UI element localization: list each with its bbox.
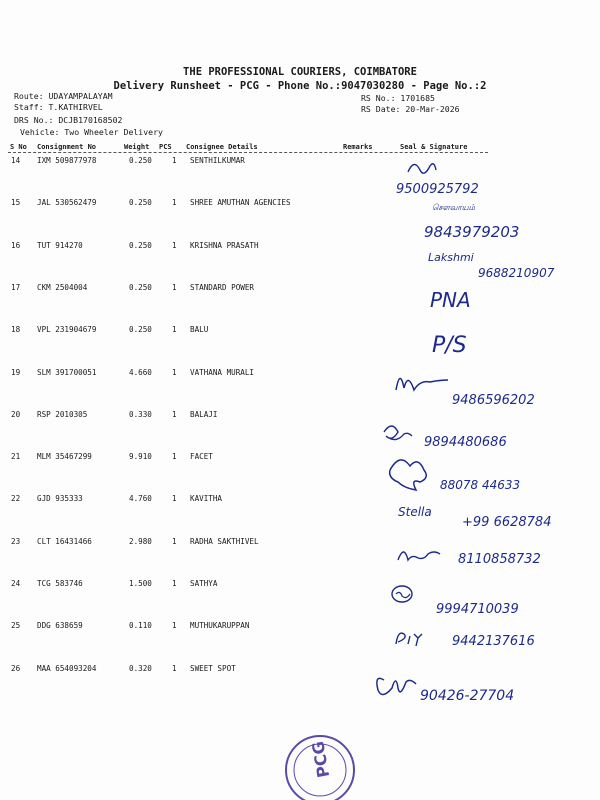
row-sno: 16 <box>11 241 21 250</box>
row-consignee: SENTHILKUMAR <box>190 156 245 165</box>
handwritten-phone: 9442137616 <box>452 634 535 649</box>
row-consignment-no: CLT 16431466 <box>37 537 92 546</box>
handwritten-phone: 9688210907 <box>478 266 555 280</box>
handwritten-phone: +99 6628784 <box>462 515 552 530</box>
col-consignment: Consignment No <box>37 143 97 151</box>
row-consignment-no: IXM 509877978 <box>37 156 97 165</box>
signature-scribble <box>390 460 427 490</box>
row-weight: 0.250 <box>129 325 152 334</box>
office-stamp <box>286 736 354 800</box>
row-consignment-no: MAA 654093204 <box>37 664 97 673</box>
row-sno: 15 <box>11 198 21 207</box>
row-pcs: 1 <box>172 410 177 419</box>
row-pcs: 1 <box>172 452 177 461</box>
signature-scribble <box>396 633 422 646</box>
row-consignee: BALU <box>190 325 209 334</box>
signature-scribble <box>398 552 440 560</box>
col-consignee: Consignee Details <box>186 143 258 151</box>
row-consignee: RADHA SAKTHIVEL <box>190 537 259 546</box>
row-consignment-no: TCG 583746 <box>37 579 83 588</box>
row-weight: 0.250 <box>129 283 152 292</box>
row-sno: 25 <box>11 621 21 630</box>
row-weight: 2.980 <box>129 537 152 546</box>
row-consignment-no: TUT 914270 <box>37 241 83 250</box>
signature-scribble <box>377 678 416 694</box>
row-weight: 0.250 <box>129 198 152 207</box>
row-pcs: 1 <box>172 156 177 165</box>
row-pcs: 1 <box>172 325 177 334</box>
handwritten-phone: 9486596202 <box>452 393 535 408</box>
row-consignee: SWEET SPOT <box>190 664 236 673</box>
handwritten-phone: 8110858732 <box>458 552 541 567</box>
row-consignment-no: MLM 35467299 <box>37 452 92 461</box>
row-sno: 20 <box>11 410 21 419</box>
row-consignee: KAVITHA <box>190 494 223 503</box>
row-consignee: STANDARD POWER <box>190 283 255 292</box>
handwritten-phone: 90426-27704 <box>420 688 515 704</box>
row-pcs: 1 <box>172 621 177 630</box>
row-consignment-no: DDG 638659 <box>37 621 83 630</box>
rs-number: RS No.: 1701685 <box>361 93 435 103</box>
handwritten-phone: 9500925792 <box>396 182 479 197</box>
row-pcs: 1 <box>172 368 177 377</box>
row-pcs: 1 <box>172 494 177 503</box>
row-consignee: SATHYA <box>190 579 218 588</box>
svg-text:PCG: PCG <box>308 739 334 780</box>
handwritten-phone: 88078 44633 <box>440 478 521 492</box>
route-label: Route: UDAYAMPALAYAM <box>14 91 113 101</box>
handwritten-remark: P/S <box>432 333 467 358</box>
col-pcs: PCS <box>159 143 172 151</box>
row-sno: 14 <box>11 156 21 165</box>
row-sno: 19 <box>11 368 21 377</box>
company-title: THE PROFESSIONAL COURIERS, COIMBATORE <box>183 66 417 78</box>
col-sno: S No <box>10 143 27 151</box>
row-consignee: SHREE AMUTHAN AGENCIES <box>190 198 291 207</box>
row-consignment-no: CKM 2504004 <box>37 283 88 292</box>
row-sno: 24 <box>11 579 21 588</box>
row-consignment-no: JAL 530562479 <box>37 198 97 207</box>
row-pcs: 1 <box>172 198 177 207</box>
handwritten-phone: 9843979203 <box>424 223 520 241</box>
signature-scribble <box>384 426 412 440</box>
row-weight: 0.320 <box>129 664 152 673</box>
row-weight: 0.110 <box>129 621 152 630</box>
row-weight: 9.910 <box>129 452 152 461</box>
handwritten-phone: 9994710039 <box>436 602 519 617</box>
vehicle-label: Vehicle: Two Wheeler Delivery <box>20 127 163 137</box>
col-weight: Weight <box>124 143 150 151</box>
row-pcs: 1 <box>172 579 177 588</box>
col-seal: Seal & Signature <box>400 143 468 151</box>
handwritten-remark: PNA <box>430 288 471 312</box>
drs-label: DRS No.: DCJB170168502 <box>14 115 123 125</box>
row-weight: 4.660 <box>129 368 152 377</box>
row-pcs: 1 <box>172 537 177 546</box>
row-sno: 21 <box>11 452 21 461</box>
signature-scribble <box>396 592 410 597</box>
row-consignee: MUTHUKARUPPAN <box>190 621 250 630</box>
handwritten-name: Lakshmi <box>428 251 474 264</box>
row-sno: 22 <box>11 494 21 503</box>
row-consignment-no: RSP 2010305 <box>37 410 88 419</box>
row-consignment-no: SLM 391700051 <box>37 368 97 377</box>
row-sno: 17 <box>11 283 21 292</box>
handwritten-phone: 9894480686 <box>424 435 507 450</box>
row-consignment-no: VPL 231904679 <box>37 325 97 334</box>
row-weight: 0.250 <box>129 241 152 250</box>
row-consignment-no: GJD 935333 <box>37 494 83 503</box>
col-remarks: Remarks <box>343 143 373 151</box>
row-consignee: VATHANA MURALI <box>190 368 255 377</box>
runsheet-subtitle: Delivery Runsheet - PCG - Phone No.:9047030280 - Page No.:2 <box>113 80 487 92</box>
row-consignee: BALAJI <box>190 410 218 419</box>
signature-scribble <box>408 164 436 173</box>
row-pcs: 1 <box>172 241 177 250</box>
staff-label: Staff: T.KATHIRVEL <box>14 102 103 112</box>
handwritten-name: Stella <box>398 505 432 519</box>
row-pcs: 1 <box>172 283 177 292</box>
row-consignee: FACET <box>190 452 213 461</box>
row-pcs: 1 <box>172 664 177 673</box>
handwritten-name: சௌவாயம் <box>432 203 476 212</box>
rs-date: RS Date: 20-Mar-2026 <box>361 104 460 114</box>
signature-scribble <box>396 378 448 390</box>
row-sno: 23 <box>11 537 21 546</box>
row-sno: 26 <box>11 664 21 673</box>
signature-initials <box>392 586 412 602</box>
row-weight: 4.760 <box>129 494 152 503</box>
row-weight: 0.250 <box>129 156 152 165</box>
row-consignee: KRISHNA PRASATH <box>190 241 259 250</box>
row-weight: 1.500 <box>129 579 152 588</box>
row-sno: 18 <box>11 325 21 334</box>
row-weight: 0.330 <box>129 410 152 419</box>
